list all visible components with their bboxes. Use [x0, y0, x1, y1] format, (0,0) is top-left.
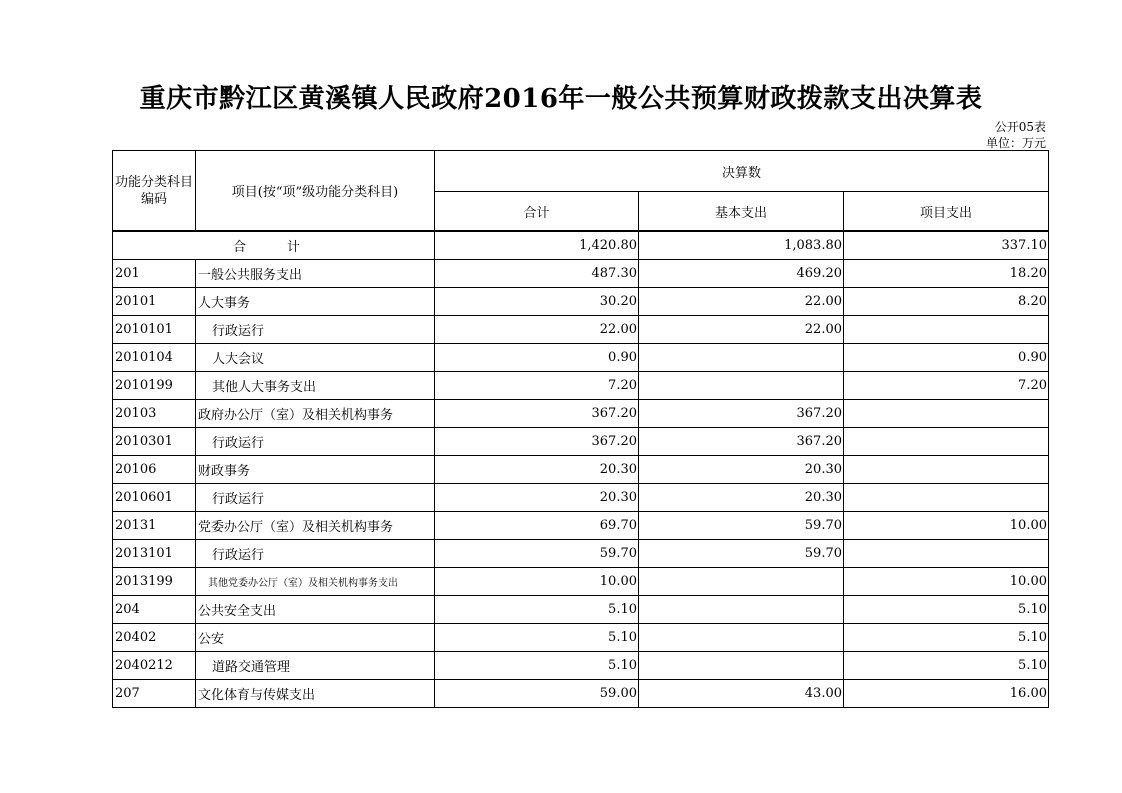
row-project: 0.90: [844, 344, 1049, 372]
total-amount: 1,420.80: [435, 231, 639, 260]
row-code: 2013101: [113, 540, 196, 568]
table-row: [113, 484, 1049, 512]
total-label: 合 计: [113, 231, 435, 260]
row-name: 一般公共服务支出: [196, 260, 435, 288]
row-total: 30.20: [435, 288, 639, 316]
row-basic: 59.70: [639, 540, 844, 568]
row-code: 2010199: [113, 372, 196, 400]
table-row: [113, 288, 1049, 316]
row-project: 8.20: [844, 288, 1049, 316]
row-total: 7.20: [435, 372, 639, 400]
row-name: 财政事务: [196, 456, 435, 484]
row-basic: [639, 652, 844, 680]
row-name: 其他党委办公厅（室）及相关机构事务支出: [196, 568, 435, 596]
row-code: 2010101: [113, 316, 196, 344]
row-basic: [639, 624, 844, 652]
row-name: 公安: [196, 624, 435, 652]
row-name: 行政运行: [196, 540, 435, 568]
row-project: [844, 400, 1049, 428]
row-code: 2013199: [113, 568, 196, 596]
row-code: 204: [113, 596, 196, 624]
row-basic: 59.70: [639, 512, 844, 540]
header-total: 合计: [435, 192, 639, 232]
total-basic: 1,083.80: [639, 231, 844, 260]
table-row: [113, 260, 1049, 288]
table-row: [113, 680, 1049, 708]
row-project: 5.10: [844, 652, 1049, 680]
row-code: 201: [113, 260, 196, 288]
table-row: [113, 428, 1049, 456]
row-project: 10.00: [844, 568, 1049, 596]
row-basic: 22.00: [639, 316, 844, 344]
row-name: 人大事务: [196, 288, 435, 316]
header-name: 项目(按“项”级功能分类科目): [196, 151, 435, 232]
row-name: 公共安全支出: [196, 596, 435, 624]
header-project: 项目支出: [844, 192, 1049, 232]
table-row: [113, 372, 1049, 400]
row-total: 20.30: [435, 484, 639, 512]
row-project: 18.20: [844, 260, 1049, 288]
row-name: 党委办公厅（室）及相关机构事务: [196, 512, 435, 540]
form-number: 公开05表: [994, 120, 1046, 134]
row-basic: [639, 372, 844, 400]
row-total: 5.10: [435, 624, 639, 652]
table-row: [113, 596, 1049, 624]
row-total: 20.30: [435, 456, 639, 484]
row-total: 10.00: [435, 568, 639, 596]
row-basic: [639, 568, 844, 596]
row-total: 59.00: [435, 680, 639, 708]
row-code: 207: [113, 680, 196, 708]
table-row: [113, 344, 1049, 372]
table-row: [113, 512, 1049, 540]
row-basic: [639, 344, 844, 372]
table-row: [113, 652, 1049, 680]
row-project: [844, 456, 1049, 484]
row-project: [844, 484, 1049, 512]
row-total: 22.00: [435, 316, 639, 344]
row-code: 2010601: [113, 484, 196, 512]
row-basic: 43.00: [639, 680, 844, 708]
row-project: 7.20: [844, 372, 1049, 400]
total-project: 337.10: [844, 231, 1049, 260]
row-total: 0.90: [435, 344, 639, 372]
row-name: 道路交通管理: [196, 652, 435, 680]
row-total: 5.10: [435, 652, 639, 680]
expenditure-table: [112, 150, 1049, 708]
row-basic: 469.20: [639, 260, 844, 288]
row-project: [844, 428, 1049, 456]
row-code: 20131: [113, 512, 196, 540]
row-name: 政府办公厅（室）及相关机构事务: [196, 400, 435, 428]
row-basic: 367.20: [639, 428, 844, 456]
table-row: [113, 624, 1049, 652]
table-row: [113, 456, 1049, 484]
table-row: [113, 316, 1049, 344]
row-project: 5.10: [844, 596, 1049, 624]
row-code: 2040212: [113, 652, 196, 680]
row-total: 487.30: [435, 260, 639, 288]
row-project: [844, 540, 1049, 568]
row-name: 文化体育与传媒支出: [196, 680, 435, 708]
row-name: 人大会议: [196, 344, 435, 372]
row-basic: 20.30: [639, 484, 844, 512]
row-basic: 22.00: [639, 288, 844, 316]
row-project: [844, 316, 1049, 344]
row-name: 行政运行: [196, 428, 435, 456]
row-basic: 367.20: [639, 400, 844, 428]
row-code: 20402: [113, 624, 196, 652]
row-project: 5.10: [844, 624, 1049, 652]
page-title: 重庆市黔江区黄溪镇人民政府2016年一般公共预算财政拨款支出决算表: [139, 84, 983, 114]
total-row: [113, 231, 1049, 260]
row-basic: [639, 596, 844, 624]
header-settlement: 决算数: [435, 151, 1049, 192]
header-code: 功能分类科目编码: [113, 151, 196, 232]
row-total: 59.70: [435, 540, 639, 568]
row-name: 行政运行: [196, 316, 435, 344]
row-code: 2010301: [113, 428, 196, 456]
header-basic: 基本支出: [639, 192, 844, 232]
row-code: 20103: [113, 400, 196, 428]
row-project: 10.00: [844, 512, 1049, 540]
table-row: [113, 540, 1049, 568]
row-code: 20101: [113, 288, 196, 316]
row-total: 367.20: [435, 400, 639, 428]
table-row: [113, 568, 1049, 596]
row-total: 367.20: [435, 428, 639, 456]
row-total: 69.70: [435, 512, 639, 540]
row-code: 2010104: [113, 344, 196, 372]
row-code: 20106: [113, 456, 196, 484]
row-total: 5.10: [435, 596, 639, 624]
row-name: 其他人大事务支出: [196, 372, 435, 400]
row-project: 16.00: [844, 680, 1049, 708]
row-name: 行政运行: [196, 484, 435, 512]
unit-label: 单位：万元: [985, 136, 1046, 150]
row-basic: 20.30: [639, 456, 844, 484]
table-row: [113, 400, 1049, 428]
